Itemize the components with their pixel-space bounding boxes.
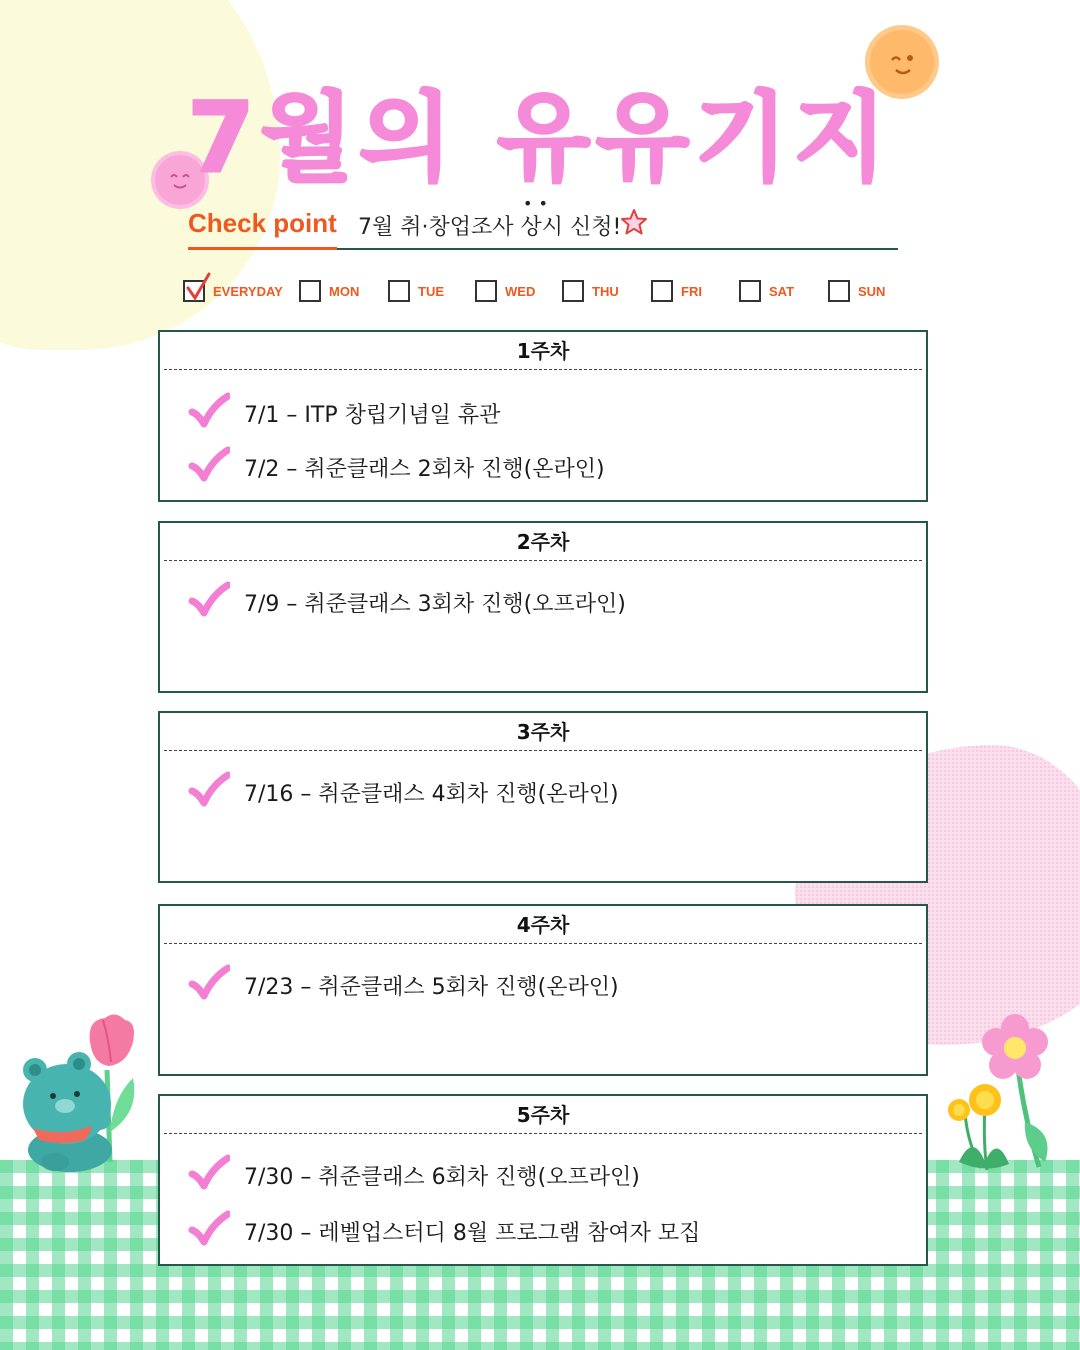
check-icon xyxy=(188,392,230,432)
day-label: MON xyxy=(329,284,360,299)
check-icon xyxy=(188,771,230,811)
day-label: EVERYDAY xyxy=(213,284,283,299)
day-label: THU xyxy=(592,284,619,299)
checkbox-sun[interactable] xyxy=(828,280,850,302)
page-title: 7월의 유유기지 xyxy=(187,82,893,194)
week-title: 3주차 xyxy=(164,713,922,751)
checkbox-mon[interactable] xyxy=(299,280,321,302)
schedule-item-text: 7/16 – 취준클래스 4회차 진행(온라인) xyxy=(244,782,619,807)
check-icon xyxy=(188,446,230,486)
week-title: 4주차 xyxy=(164,906,922,944)
checkbox-fri[interactable] xyxy=(651,280,673,302)
week-card-4 xyxy=(158,904,928,1076)
week-title: 2주차 xyxy=(164,523,922,561)
checkpoint-label: Check point xyxy=(188,208,337,250)
checkbox-sat[interactable] xyxy=(739,280,761,302)
week-card-3 xyxy=(158,711,928,883)
checkmark-icon xyxy=(185,272,211,306)
week-title: 1주차 xyxy=(164,332,922,370)
star-icon xyxy=(620,208,648,240)
week-card-2 xyxy=(158,521,928,693)
flowers-illustration xyxy=(935,1012,1065,1181)
day-label: WED xyxy=(505,284,536,299)
checkbox-wed[interactable] xyxy=(475,280,497,302)
checkbox-tue[interactable] xyxy=(388,280,410,302)
schedule-item-text: 7/2 – 취준클래스 2회차 진행(온라인) xyxy=(244,457,605,482)
check-icon xyxy=(188,964,230,1004)
emphasis-dots: •• xyxy=(523,194,554,213)
checkpoint-bar xyxy=(188,194,898,250)
check-icon xyxy=(188,581,230,621)
schedule-item-text: 7/9 – 취준클래스 3회차 진행(오프라인) xyxy=(244,592,626,617)
check-icon xyxy=(188,1210,230,1250)
day-label: FRI xyxy=(681,284,702,299)
schedule-item-text: 7/23 – 취준클래스 5회차 진행(온라인) xyxy=(244,975,619,1000)
schedule-item-text: 7/30 – 레벨업스터디 8월 프로그램 참여자 모집 xyxy=(244,1221,701,1246)
day-label: TUE xyxy=(418,284,444,299)
check-icon xyxy=(188,1154,230,1194)
schedule-item-text: 7/30 – 취준클래스 6회차 진행(오프라인) xyxy=(244,1165,640,1190)
bear-with-tulip-illustration xyxy=(15,1012,145,1181)
day-label: SUN xyxy=(858,284,886,299)
checkpoint-text: 7월 취·창업조사 상시 신청! xyxy=(358,215,622,240)
weekday-checklist xyxy=(183,278,903,306)
day-label: SAT xyxy=(769,284,795,299)
week-title: 5주차 xyxy=(164,1096,922,1134)
week-card-1 xyxy=(158,330,928,502)
checkbox-thu[interactable] xyxy=(562,280,584,302)
week-card-5 xyxy=(158,1094,928,1266)
schedule-item-text: 7/1 – ITP 창립기념일 휴관 xyxy=(244,403,501,428)
